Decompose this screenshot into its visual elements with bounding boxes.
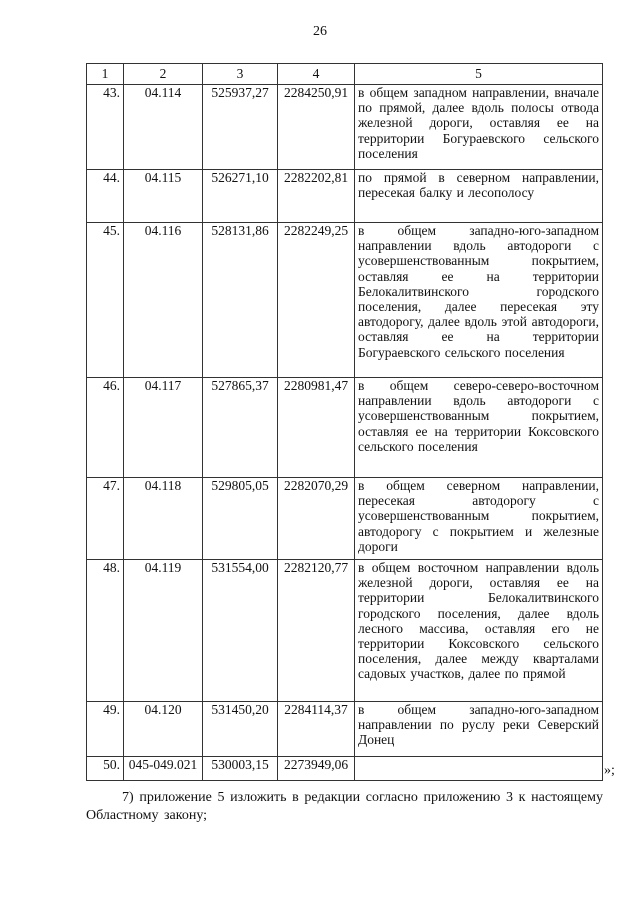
point-code: 04.114 (124, 85, 203, 170)
row-number: 46. (87, 378, 124, 478)
boundary-description: в общем восточном направлении вдоль железной дороги, оставляя ее на территории Белокалитвинского городского поселения, далее вдоль лесного массива, оставляя его не территории Коксовского сельского поселения, далее между кварталами садовых участков, далее по прямой (355, 560, 603, 702)
row-number: 47. (87, 478, 124, 560)
table-row (87, 757, 603, 781)
coordinate-y: 2282202,81 (278, 170, 355, 223)
coordinate-x: 531450,20 (203, 702, 278, 757)
row-number: 43. (87, 85, 124, 170)
coordinate-y: 2282120,77 (278, 560, 355, 702)
boundary-description: в общем западно-юго-западном направлении по руслу реки Северский Донец (355, 702, 603, 757)
boundary-description: в общем западно-юго-западном направлении вдоль автодороги с усовершенствованным покрытием, оставляя ее на территории Белокалитвинского городского поселения, далее пересекая эту автодорогу, далее вдоль этой автодороги, оставляя ее на территории Богураевского сельского поселения (355, 223, 603, 378)
coordinate-x: 526271,10 (203, 170, 278, 223)
coordinate-x: 531554,00 (203, 560, 278, 702)
page-number: 26 (313, 24, 327, 39)
coordinate-y: 2284114,37 (278, 702, 355, 757)
boundary-description: в общем западном направлении, вначале по прямой, далее вдоль полосы отвода железной дороги, оставляя ее на территории Богураевского сельского поселения (355, 85, 603, 170)
point-code: 045-049.021 (124, 757, 203, 781)
boundary-description: по прямой в северном направлении, пересекая балку и лесополосу (355, 170, 603, 223)
column-header: 2 (124, 64, 203, 85)
coordinate-y: 2284250,91 (278, 85, 355, 170)
row-number: 48. (87, 560, 124, 702)
table-row (87, 170, 603, 223)
table-row (87, 223, 603, 378)
column-header: 3 (203, 64, 278, 85)
boundary-description: в общем северном направлении, пересекая автодорогу с усовершенствованным покрытием, автодорогу с покрытием и железные дороги (355, 478, 603, 560)
coordinate-x: 529805,05 (203, 478, 278, 560)
coordinate-x: 528131,86 (203, 223, 278, 378)
point-code: 04.119 (124, 560, 203, 702)
row-number: 44. (87, 170, 124, 223)
coordinate-y: 2273949,06 (278, 757, 355, 781)
column-header: 4 (278, 64, 355, 85)
table-row (87, 560, 603, 702)
row-number: 49. (87, 702, 124, 757)
table-row (87, 85, 603, 170)
point-code: 04.118 (124, 478, 203, 560)
point-code: 04.120 (124, 702, 203, 757)
point-code: 04.116 (124, 223, 203, 378)
row-number: 50. (87, 757, 124, 781)
coordinate-y: 2282249,25 (278, 223, 355, 378)
coordinate-y: 2280981,47 (278, 378, 355, 478)
boundary-description: в общем северо-северо-восточном направлении вдоль автодороги с усовершенствованным покрытием, оставляя ее на территории Коксовского сельского поселения (355, 378, 603, 478)
table-row (87, 378, 603, 478)
table-row (87, 478, 603, 560)
boundary-description (355, 757, 603, 781)
coordinate-x: 527865,37 (203, 378, 278, 478)
point-code: 04.117 (124, 378, 203, 478)
coordinate-x: 530003,15 (203, 757, 278, 781)
amendment-paragraph: 7) приложение 5 изложить в редакции согласно приложению 3 к настоящему Областному закону; (86, 790, 603, 823)
boundary-table (86, 63, 603, 781)
column-header: 5 (355, 64, 603, 85)
table-header-row (87, 64, 603, 85)
coordinate-y: 2282070,29 (278, 478, 355, 560)
row-number: 45. (87, 223, 124, 378)
coordinate-x: 525937,27 (203, 85, 278, 170)
closing-quote-mark: »; (604, 763, 615, 778)
table-row (87, 702, 603, 757)
column-header: 1 (87, 64, 124, 85)
point-code: 04.115 (124, 170, 203, 223)
